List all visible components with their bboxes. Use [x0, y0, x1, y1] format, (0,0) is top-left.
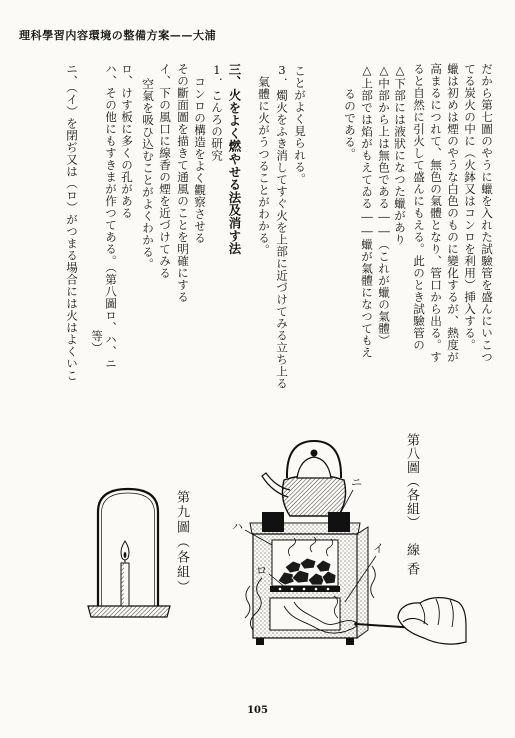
text-column: 氣體に火がうつることがわかる。: [257, 76, 271, 256]
text-column: △上部では焰がもえてゐる――蠟が氣體になつてもえ: [360, 63, 374, 359]
grate-hole: [291, 588, 294, 591]
stove-support-left: [262, 512, 284, 532]
text-column: 蠟は初めは煙のやうな白色のものに變化するが、熱度が: [446, 63, 460, 363]
grate-hole: [279, 588, 282, 591]
air-flow-line: [371, 566, 376, 598]
text-column: てる炭火の中に（火鉢又はコンロを利用）挿入する。: [463, 63, 477, 351]
text-column: 高まるにつれて、無色の氣體となり、管口から出る。す: [429, 63, 443, 363]
grate-hole: [327, 588, 330, 591]
label-ro: ロ: [256, 564, 267, 577]
text-column: るのである。: [343, 88, 357, 160]
figure-8-drawing: [245, 441, 466, 645]
label-ha: ハ: [232, 520, 243, 533]
base-plate: [88, 606, 170, 617]
list-item: イ、下の風口に線香の煙を近づけてみる: [158, 63, 172, 279]
air-inlet: [270, 598, 340, 630]
stove-leg: [346, 638, 354, 645]
kettle-lid: [297, 457, 331, 478]
kettle-lid-knob: [311, 450, 318, 457]
subsection-heading: 1．こんろの研究: [210, 63, 224, 162]
text-column: その斷面圖を描きて通風のことを明確にする: [176, 63, 190, 303]
air-flow-line: [245, 586, 250, 618]
text-column: △下部には液狀になつた蠟があり: [393, 63, 407, 246]
kettle-body: [282, 475, 345, 516]
hand: [398, 598, 466, 644]
list-item: ハ、その他にもすきまが作つてある。（第八圖ロ、ハ、ニ: [104, 63, 118, 370]
candle-flame-core: [124, 552, 127, 558]
text-column: ことがよく見られる。: [293, 65, 307, 185]
grate-hole: [303, 588, 306, 591]
stove-support-right: [328, 512, 350, 532]
text-column: △中部から上は無色である――（これが蠟の氣體）: [377, 63, 391, 347]
text-column: 空氣を吸ひ込むことがよくわかる。: [141, 78, 155, 270]
incense-tip: [354, 622, 358, 626]
label-i: イ: [373, 542, 384, 555]
section-heading: 三、火をよく燃やせる法及消す法: [227, 63, 242, 255]
list-item: ロ、けす板に多くの孔がある: [120, 63, 134, 219]
text-column: コンロの構造をよく觀察させる: [193, 76, 207, 244]
text-column: 3．燭火をふき消してすぐ火を上部に近づけてみる立ち上る: [275, 63, 289, 390]
figure-9-drawing: [88, 489, 170, 617]
page-number: 105: [247, 705, 268, 716]
running-header: 理科學習内容環境の整備方案——大浦: [19, 29, 217, 42]
text-column: ると自然に引火して盛んにもえる。此のとき試驗管の: [412, 63, 426, 351]
list-item: ニ、（イ）を閉ぢ又は（ロ）がつまる場合には火はよくいこ: [65, 63, 79, 382]
label-ni: ニ: [351, 476, 362, 489]
incense-label: 線香: [404, 543, 419, 581]
text-column: だから第七圖のやうに蠟を入れた試驗管を盛んにいこつ: [480, 63, 494, 363]
candle-shading: [121, 563, 124, 606]
figure-9-caption: 第九圖（各組）: [174, 490, 189, 595]
text-column: 等）: [90, 330, 104, 354]
figure-8-caption: 第八圖（各組）: [404, 433, 419, 530]
stove-leg: [256, 638, 264, 645]
grate-hole: [315, 588, 318, 591]
stove-side-face: [357, 527, 368, 638]
